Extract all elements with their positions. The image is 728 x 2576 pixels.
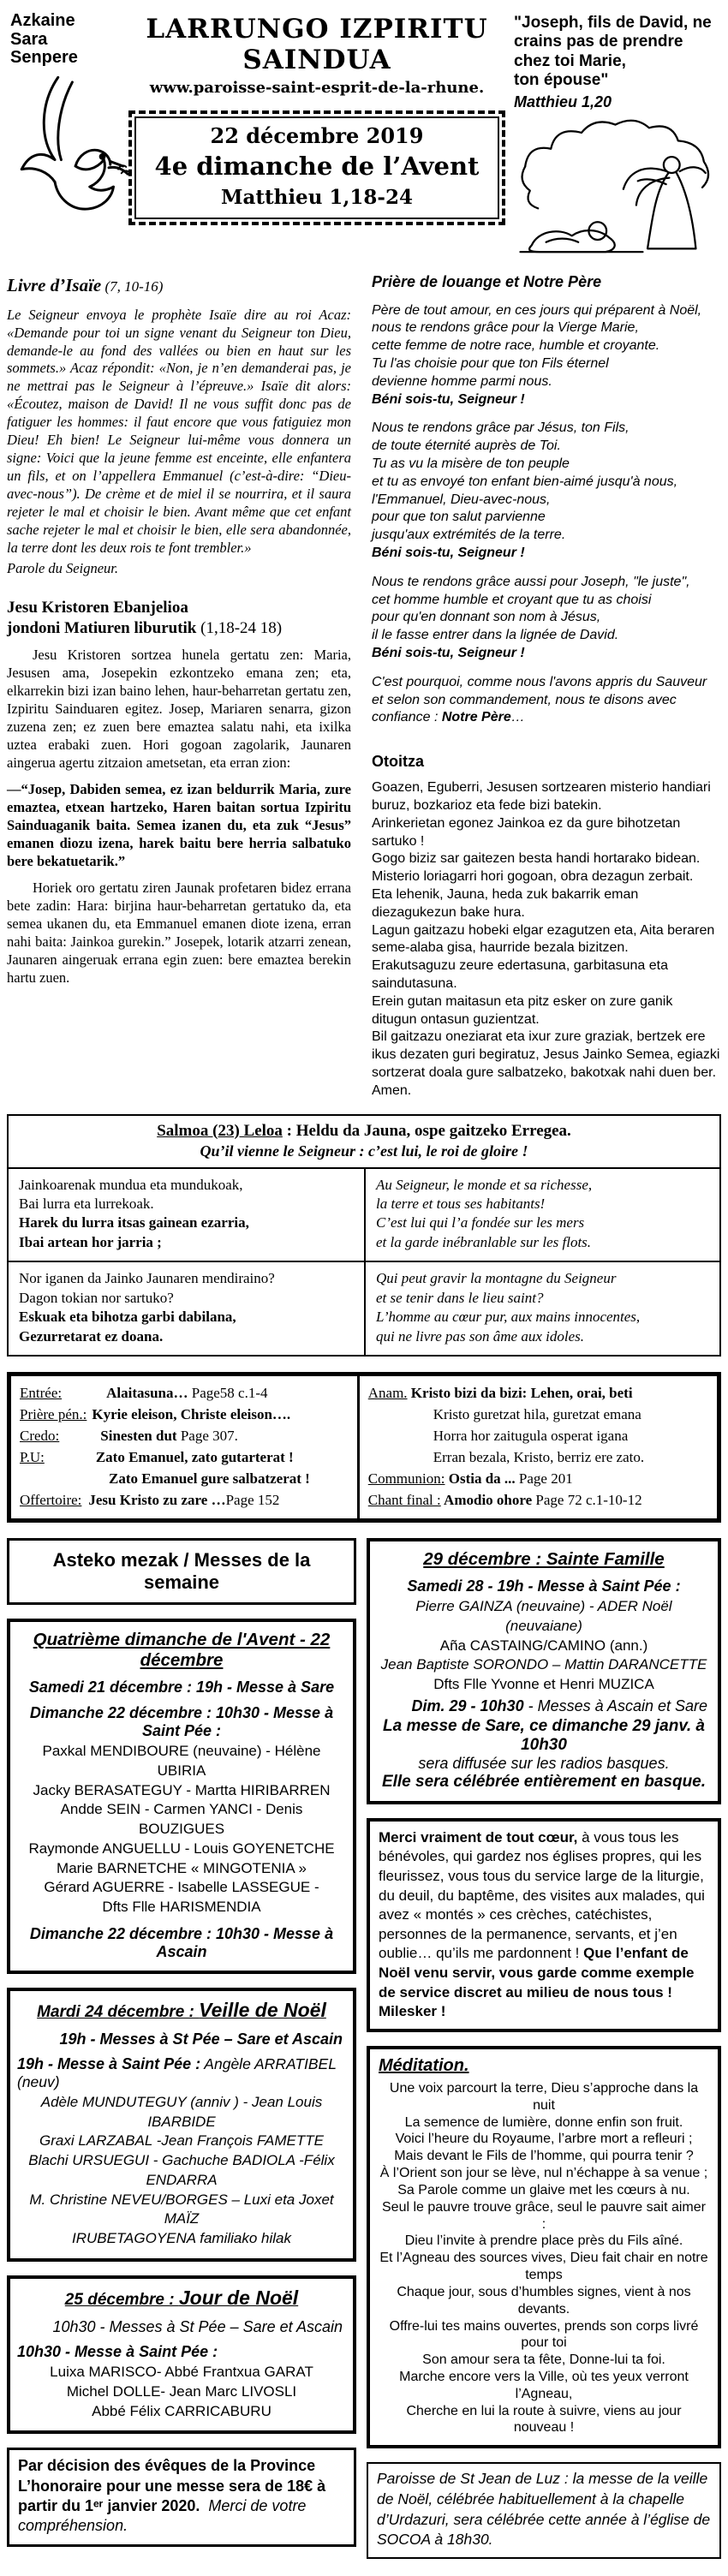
intention-name: Dfts Flle HARISMENDIA bbox=[102, 1899, 261, 1916]
closing-suffix: … bbox=[510, 710, 525, 725]
intention-name: Angèle ARRATIBEL (neuv) bbox=[17, 2054, 337, 2090]
prayer-line: devienne homme parmi nous. bbox=[372, 373, 552, 389]
intention-name: Andde SEIN - Carmen YANCI - Denis BOUZIGUES bbox=[60, 1801, 303, 1838]
feast-label: Veille de Noël bbox=[199, 1998, 326, 2021]
otoitza-line: Arinkerietan egonez Jainkoa ez da gure bihotzetan sartuko ! bbox=[372, 815, 681, 849]
poem-line: Dieu l’invite à prendre place près du Fils aîné. bbox=[404, 2233, 683, 2249]
liturgy-label: Chant final : bbox=[367, 1492, 441, 1508]
notre-pere: Notre Père bbox=[441, 710, 511, 725]
otoitza-line: Gogo biziz sar gaitezen besta handi hortarako bidean. bbox=[372, 851, 701, 867]
prayer-line: Tu l'as choisie pour que ton Fils éternel bbox=[372, 356, 609, 372]
psalm-line: et la garde inébranlable sur les flots. bbox=[376, 1233, 592, 1250]
liturgy-chant: Zato Emanuel gure salbatzerat ! bbox=[109, 1470, 310, 1487]
psalm-title-fr: Qu’il vienne le Seigneur : c’est lui, le roi de gloire ! bbox=[200, 1142, 528, 1160]
advent-intentions bbox=[17, 1742, 346, 1917]
prayer-line: pour que ton salut parvienne bbox=[372, 510, 546, 525]
liturgy-chant: Zato Emanuel, zato gutarterat ! bbox=[95, 1449, 294, 1465]
liturgy-row bbox=[20, 1468, 350, 1489]
liturgy-row bbox=[368, 1446, 710, 1468]
holy-family-box bbox=[367, 1538, 721, 1804]
gospel-paragraph-1: Jesu Kristoren sortzea hunela gertatu zen: Maria, Jesusen ama, Josepekin ezkontzeko emana zen; eta, elkarrekin bizi izan baino lehen, haur-beharretan gertatu zen, Izpiritu Sainduaren egitez. Josep, Mariaren senarra, gizon zuzena zen; ez zuen bere emaztea salatu nahi, eta ixilka uztea erabaki zuen. Hori gogoan zagolarik, Jaunaren aingerua agertu zitzaion ametsetan, eta erran zion: bbox=[7, 647, 351, 772]
reading-body: Le Seigneur envoya le prophète Isaïe dire au roi Acaz: «Demande pour toi un signe venant du Seigneur ton Dieu, demande-le au fond des vallées ou bien en haut sur les sommets.» Acaz répondit: «Non, je n’en demanderai pas, je ne mettrai pas le Seigneur à l’épreuve.» Isaïe dit alors: «Écoutez, maison de David! Il ne vous suffit donc pas de fatiguer les hommes: il faut encore que vous fatiguiez mon Dieu! Eh bien! Le Seigneur lui-même vous donnera un signe: Voici que la jeune femme est enceinte, elle enfantera un fils, et on l’appellera Emmanuel (c’est-à-dire: “Dieu-avec-nous”). De crème et de miel il se nourrira, et il saura rejeter le mal et choisir le bien. Avant même que cet enfant sache rejeter le mal et choisir le bien, elle sera abandonnée, la terre dont les deux rois te font trembler.» bbox=[7, 306, 351, 557]
otoitza-line: Lagun gaitzazu hobeki elgar ezagutzen eta, Aita beraren seme-alaba gisa, haurride bezala bizitzen. bbox=[372, 922, 715, 956]
otoitza-line: Erakutsaguzu zeure edertasuna, garbitasuna eta saindutasuna. bbox=[372, 958, 669, 991]
thanks-ending: Que l’enfant de Noël venu servir, vous garde comme exemple de service discret au milieu de nous tous ! Milesker ! bbox=[379, 1945, 695, 2020]
intention-name: Jean Baptiste SORONDO – Mattin DARANCETTE bbox=[380, 1656, 707, 1673]
meditation-poem bbox=[379, 2080, 709, 2436]
fee-notice-bold: Par décision des évêques de la Province L’honoraire pour une messe sera de 18€ à partir du 1ᵉʳ janvier 2020. bbox=[18, 2457, 326, 2515]
liturgy-page: Page 201 bbox=[515, 1470, 573, 1487]
left-column bbox=[7, 273, 351, 1100]
bottom-section bbox=[7, 1538, 721, 2559]
liturgy-page: Page 152 bbox=[225, 1492, 280, 1508]
intention-name: Graxi LARZABAL -Jean François FAMETTE bbox=[39, 2132, 324, 2150]
intention-name: Raymonde ANGUELLU - Louis GOYENETCHE bbox=[28, 1840, 335, 1857]
psalm-grid bbox=[9, 1167, 719, 1356]
christmas-day-intentions bbox=[17, 2363, 346, 2421]
liturgy-right bbox=[357, 1376, 717, 1518]
intention-name: M. Christine NEVEU/BORGES – Luxi eta Joxet MAÏZ bbox=[29, 2191, 334, 2227]
header-left bbox=[7, 5, 120, 263]
thanks-box bbox=[367, 1818, 721, 2032]
otoitza-title: Otoitza bbox=[372, 753, 424, 771]
gospel-ref: (1,18-24 18) bbox=[200, 618, 283, 637]
thanks-body: à vous tous les bénévoles, qui gardez nos églises propres, qui les fleurissez, vous tous du service large de la liturgie, du deuil, du baptême, des visites aux malades, qui avez « montés » ces crèches, catéchistes, personnes de la permanence, servants, et j’en oublie… qu’ils me pardonnent ! bbox=[379, 1828, 705, 1962]
christmas-day-box bbox=[7, 2275, 356, 2434]
gospel-title-line1: Jesu Kristoren Ebanjelioa bbox=[7, 598, 188, 617]
liturgy-row bbox=[20, 1446, 350, 1468]
psalm-row1-basque bbox=[9, 1169, 364, 1261]
holy-family-sunday-line bbox=[377, 1697, 711, 1715]
intention-name: Dfts Flle Yvonne et Henri MUZICA bbox=[433, 1676, 654, 1693]
otoitza-line: Eta lehenik, Jauna, heda zuk bakarrik eman diezagukezun bake hura. bbox=[372, 886, 639, 920]
date-prefix: Mardi 24 décembre : bbox=[37, 2002, 200, 2021]
liturgy-chant: Kyrie eleison, Christe eleison…. bbox=[92, 1406, 291, 1422]
psalm-label: Salmoa (23) Leloa bbox=[157, 1121, 283, 1140]
date-box bbox=[128, 110, 506, 225]
annunciation-illustration bbox=[514, 113, 721, 263]
meditation-box bbox=[367, 2046, 721, 2448]
poem-line: Voici l’heure du Royaume, l’arbre mort a refleuri ; bbox=[395, 2132, 693, 2147]
prayer-line: Nous te rendons grâce par Jésus, ton Fils, bbox=[372, 420, 630, 436]
town-name: Sara bbox=[10, 29, 48, 49]
advent-sunday-box bbox=[7, 1619, 356, 1974]
prayer-stanza-1 bbox=[372, 302, 721, 409]
prayer-line: Nous te rendons grâce aussi pour Joseph, "le juste", bbox=[372, 574, 690, 589]
poem-line: À l’Orient son jour se lève, nul n’échappe à sa venue ; bbox=[379, 2166, 708, 2181]
psalm-line: L’homme au cœur pur, aux mains innocentes, bbox=[376, 1309, 641, 1326]
prayer-line: Père de tout amour, en ces jours qui préparent à Noël, bbox=[372, 302, 702, 318]
psalm-line-bold: Gezurretarat ez doana. bbox=[19, 1327, 164, 1345]
week-masses-banner: Asteko mezak / Messes de la semaine bbox=[7, 1538, 356, 1605]
holy-family-saturday-line: Samedi 28 - 19h - Messe à Saint Pée : bbox=[407, 1577, 681, 1595]
advent-title: Quatrième dimanche de l'Avent - 22 décembre bbox=[33, 1630, 331, 1670]
christmas-day-title bbox=[17, 2287, 346, 2310]
liturgy-row bbox=[368, 1489, 710, 1511]
otoitza-line: Bil gaitzazu oneziarat eta ixur zure graziak, bertzek ere ikus dezaten guri begiratuz, Jesus Jainko Semea, egiazki sortzerat doala gure salbatzeko, bakotxak nahi duen ber. bbox=[372, 1029, 720, 1080]
thanks-intro: Merci vraiment de tout cœur, bbox=[379, 1828, 578, 1846]
poem-line: Seul le pauvre trouve grâce, seul le pauvre sait aimer : bbox=[382, 2199, 706, 2232]
liturgy-verse: Kristo guretzat hila, guretzat emana bbox=[433, 1406, 641, 1422]
liturgy-row bbox=[20, 1404, 350, 1425]
psalm-row1-french bbox=[364, 1169, 719, 1261]
first-reading-heading bbox=[7, 275, 351, 296]
christmas-eve-subtitle: 19h - Messes à St Pée – Sare et Ascain bbox=[59, 2030, 343, 2048]
prayer-line: C'est pourquoi, comme nous l'avons appris du Sauveur bbox=[372, 674, 707, 689]
intention-name: Jacky BERASATEGUY - Martta HIRIBARREN bbox=[33, 1781, 331, 1798]
quote-line: crains pas de prendre bbox=[514, 33, 683, 51]
liturgy-row bbox=[368, 1468, 710, 1489]
town-name: Senpere bbox=[10, 48, 78, 68]
poem-line: Offre-lui tes mains ouvertes, prends son corps livré pour toi bbox=[389, 2318, 699, 2351]
psalm-header bbox=[9, 1116, 719, 1167]
prayer-refrain: Béni sois-tu, Seigneur ! bbox=[372, 545, 525, 560]
bottom-right-column bbox=[367, 1538, 721, 2559]
liturgy-row bbox=[20, 1425, 350, 1446]
otoitza-line: Misterio loriagarri hori gogoan, obra dezagun zerbait. bbox=[372, 869, 694, 885]
town-names bbox=[10, 12, 120, 68]
feast-label: Jour de Noël bbox=[178, 2287, 299, 2310]
liturgy-chant: Amodio ohore bbox=[440, 1492, 533, 1508]
psalm-line-bold: Eskuak eta bihotza garbi dabilana, bbox=[19, 1309, 236, 1326]
otoitza-line: Amen. bbox=[372, 1082, 412, 1098]
psalm-line: Jainkoarenak mundua eta mundukoak, bbox=[19, 1176, 243, 1193]
mass-fee-notice-box bbox=[7, 2448, 356, 2547]
liturgy-label: Communion: bbox=[367, 1470, 445, 1487]
psalm-line: la terre et tous ses habitants! bbox=[376, 1195, 546, 1212]
psalm-line: Nor iganen da Jainko Jaunaren mendiraino? bbox=[19, 1270, 275, 1287]
christmas-eve-intentions bbox=[17, 2093, 346, 2249]
liturgy-chants-box bbox=[7, 1372, 721, 1523]
gospel-paragraph-2: —“Josep, Dabiden semea, ez izan beldurrik Maria, zure emaztea, etxean hartzeko, Haren baitan sortua Izpiritu Sainduaganik baita. Semea izanen du, eta zuk “Jesus” emanen diozu izena, harek baitu bere herria salbatuko bere bekatuetarik.” bbox=[7, 781, 351, 869]
poem-line: Chaque jour, sous d’humbles signes, vient à nos devants. bbox=[397, 2284, 691, 2317]
prayer-line: Tu as vu la misère de ton peuple bbox=[372, 456, 570, 471]
mass-label: 10h30 - Messe à Saint Pée : bbox=[17, 2343, 218, 2361]
quote-reference: Matthieu 1,20 bbox=[514, 92, 612, 110]
liturgy-verse: Horra hor zaitugula osperat igana bbox=[433, 1428, 629, 1444]
reading-closing: Parole du Seigneur. bbox=[7, 559, 118, 576]
liturgy-page: Page 307. bbox=[176, 1428, 238, 1444]
scripture-quote bbox=[514, 14, 721, 91]
gospel-reference: Matthieu 1,18-24 bbox=[220, 186, 413, 209]
sare-broadcast-line3: Elle sera célébrée entièrement en basque. bbox=[381, 1772, 707, 1791]
quote-line: ton épouse" bbox=[514, 71, 609, 90]
psalm-box bbox=[7, 1114, 721, 1357]
otoitza-line: Erein gutan maitasun eta pitz esker on zure ganik ditugun ontasun guzientzat. bbox=[372, 993, 673, 1027]
poem-line: Sa Parole comme un glaive met les cœurs à nu. bbox=[397, 2182, 690, 2197]
christmas-eve-box bbox=[7, 1988, 356, 2262]
poem-line: Marche encore vers la Ville, où tes yeux verront l’Agneau, bbox=[399, 2370, 689, 2401]
psalm-line: Qui peut gravir la montagne du Seigneur bbox=[376, 1270, 617, 1287]
poem-line: Une voix parcourt la terre, Dieu s’approche dans la nuit bbox=[389, 2080, 699, 2113]
psalm-line: Dagon tokian nor sartuko? bbox=[19, 1289, 174, 1306]
psalm-line: Au Seigneur, le monde et sa richesse, bbox=[376, 1176, 593, 1193]
psalm-line: Bai lurra eta lurrekoak. bbox=[19, 1195, 154, 1212]
intention-name: Paxkal MENDIBOURE (neuvaine) - Hélène UBIRIA bbox=[42, 1743, 321, 1779]
prayer-line: nous te rendons grâce pour la Vierge Marie, bbox=[372, 320, 639, 336]
parish-website: www.paroisse-saint-esprit-de-la-rhune. bbox=[149, 79, 485, 97]
psalm-row2-basque bbox=[9, 1261, 364, 1355]
psalm-line: qui ne livre pas son âme aux idoles. bbox=[376, 1327, 584, 1345]
prayer-stanza-2 bbox=[372, 420, 721, 562]
psalm-row2-french bbox=[364, 1261, 719, 1355]
intention-name: Michel DOLLE- Jean Marc LIVOSLI bbox=[66, 2382, 297, 2400]
holy-family-intentions bbox=[377, 1597, 711, 1695]
bulletin-date: 22 décembre 2019 bbox=[210, 123, 424, 148]
intention-name: Adèle MUNDUTEGUY (anniv ) - Jean Louis IBARBIDE bbox=[40, 2093, 323, 2130]
liturgy-page: Page58 c.1-4 bbox=[188, 1385, 268, 1401]
prayer-line: et tu as envoyé ton enfant bien-aimé jusqu'à nous, bbox=[372, 474, 678, 489]
liturgy-chant: Jesu Kristo zu zare … bbox=[88, 1492, 226, 1508]
psalm-line-bold: Harek du lurra itsas gainean ezarria, bbox=[19, 1214, 249, 1231]
intention-name: Luixa MARISCO- Abbé Frantxua GARAT bbox=[50, 2364, 313, 2381]
right-column bbox=[372, 273, 721, 1100]
header-center bbox=[120, 5, 514, 263]
christmas-day-subtitle: 10h30 - Messes à St Pée – Sare et Ascain bbox=[52, 2318, 343, 2336]
intention-name: Abbé Félix CARRICABURU bbox=[92, 2402, 272, 2419]
prayer-line: il le fasse entrer dans la lignée de David. bbox=[372, 628, 619, 643]
mass-line-sare: Samedi 21 décembre : 19h - Messe à Sare bbox=[28, 1679, 335, 1696]
gospel-paragraph-3: Horiek oro gertatu ziren Jaunak profetaren bidez errana bete zadin: Hara: birjina haur-beharretan gertatuko da, eta semea ukanen du, eta Emmanuel emanen diote izena, erran nahi baita: Jainkoa gurekin.” Josepek, lotarik atzarri zenean, Jaunaren aingeruak errana egin zuen: bere emaztea berekin hartu zuen. bbox=[7, 879, 351, 986]
prayer-closing bbox=[372, 674, 721, 727]
quote-line: "Joseph, fils de David, ne bbox=[514, 14, 712, 32]
reading-reference: (7, 10-16) bbox=[101, 277, 164, 295]
prayer-stanza-3 bbox=[372, 574, 721, 663]
otoitza-body bbox=[372, 779, 721, 1100]
liturgy-label: Credo: bbox=[20, 1428, 60, 1444]
poem-line: Son amour sera ta fête, Donne-lui ta foi. bbox=[422, 2352, 665, 2368]
prayer-line: jusqu'aux extrémités de la terre. bbox=[372, 528, 566, 543]
liturgy-chant: Kristo bizi da bizi: Lehen, orai, beti bbox=[407, 1385, 633, 1401]
liturgy-row bbox=[368, 1404, 710, 1425]
psalm-line: et se tenir dans le lieu saint? bbox=[376, 1289, 544, 1306]
prayer-line: cet homme humble et croyant que tu as choisi bbox=[372, 592, 652, 607]
liturgy-chant: Sinesten dut bbox=[100, 1428, 177, 1444]
liturgy-verse: Erran bezala, Kristo, berriz ere zato. bbox=[433, 1449, 645, 1465]
prayer-line: de toute éternité auprès de Toi. bbox=[372, 438, 561, 454]
holy-family-title: 29 décembre : Sainte Famille bbox=[423, 1549, 665, 1569]
dove-illustration bbox=[2, 71, 120, 234]
sunday-places: - Messes à Ascain et Sare bbox=[523, 1696, 707, 1714]
prayer-refrain: Béni sois-tu, Seigneur ! bbox=[372, 645, 525, 660]
liturgy-page: Page 72 c.1-10-12 bbox=[532, 1492, 642, 1508]
psalm-bold-lines bbox=[19, 1213, 354, 1252]
liturgy-label: P.U: bbox=[20, 1449, 45, 1465]
psalm-line: C’est lui qui l’a fondée sur les mers bbox=[376, 1214, 585, 1231]
prayer-line: l'Emmanuel, Dieu-avec-nous, bbox=[372, 492, 551, 507]
prayer-line: cette femme de notre race, humble et croyante. bbox=[372, 338, 660, 354]
psalm-header-line1 bbox=[12, 1122, 716, 1141]
prayer-refrain: Béni sois-tu, Seigneur ! bbox=[372, 391, 525, 407]
prayer-closing-last-line bbox=[372, 709, 721, 727]
sunday-time: Dim. 29 - 10h30 bbox=[411, 1696, 524, 1714]
liturgy-left bbox=[11, 1376, 357, 1518]
intention-name: Blachi URSUEGUI - Gachuche BADIOLA -Félix ENDARRA bbox=[28, 2152, 335, 2188]
sare-broadcast-line2: sera diffusée sur les radios basques. bbox=[418, 1754, 670, 1772]
psalm-line-bold: Ibai artean hor jarria ; bbox=[19, 1233, 162, 1250]
liturgy-row bbox=[20, 1382, 350, 1404]
liturgy-chant: Alaitasuna… bbox=[106, 1385, 188, 1401]
poem-line: Et l’Agneau des sources vives, Dieu fait chair en notre temps bbox=[379, 2251, 708, 2283]
town-name: Azkaine bbox=[10, 11, 75, 30]
main-columns bbox=[7, 273, 721, 1100]
bottom-left-column bbox=[7, 1538, 356, 2547]
date-prefix: 25 décembre : bbox=[64, 2291, 179, 2310]
liturgy-label: Offertoire: bbox=[20, 1492, 82, 1508]
poem-line: Cherche en lui la route à suivre, viens au jour nouveau ! bbox=[406, 2403, 682, 2436]
gospel-title-line2 bbox=[7, 618, 351, 639]
psalm-bold-lines bbox=[19, 1308, 354, 1346]
mass-line-ascain: Dimanche 22 décembre : 10h30 - Messe à Ascain bbox=[29, 1924, 334, 1960]
header-right bbox=[514, 5, 721, 263]
reading-title: Livre d’Isaïe bbox=[7, 274, 102, 295]
gospel-title-book: jondoni Matiuren liburutik bbox=[7, 618, 201, 637]
gospel-heading bbox=[7, 598, 351, 639]
liturgy-label: Anam. bbox=[367, 1385, 408, 1401]
christmas-eve-stpee-line bbox=[17, 2055, 346, 2091]
intention-name: Aña CASTAING/CAMINO (ann.) bbox=[439, 1637, 648, 1654]
intention-name: IRUBETAGOYENA familiako hilak bbox=[71, 2230, 291, 2247]
liturgy-row bbox=[20, 1489, 350, 1511]
sare-broadcast-line1: La messe de Sare, ce dimanche 29 janv. à 10h30 bbox=[383, 1716, 705, 1754]
liturgy-chant: Ostia da ... bbox=[445, 1470, 516, 1487]
intention-name: Gérard AGUERRE - Isabelle LASSEGUE - bbox=[44, 1879, 319, 1896]
liturgy-label: Entrée: bbox=[20, 1385, 63, 1401]
mass-line-stpee: Dimanche 22 décembre : 10h30 - Messe à Saint Pée : bbox=[29, 1704, 334, 1739]
closing-prefix: confiance : bbox=[372, 710, 442, 725]
poem-line: Mais devant le Fils de l’homme, qui pourra tenir ? bbox=[394, 2149, 694, 2164]
psalm-title-eu: Heldu da Jauna, ospe gaitzeko Erregea. bbox=[295, 1121, 571, 1140]
date-box-inner bbox=[134, 116, 500, 219]
liturgy-label: Prière pén.: bbox=[20, 1406, 87, 1422]
christmas-day-stpee-line bbox=[17, 2343, 346, 2361]
liturgy-row bbox=[368, 1382, 710, 1404]
liturgy-row bbox=[368, 1425, 710, 1446]
feast-name: 4e dimanche de l’Avent bbox=[154, 152, 480, 181]
parish-title: LARRUNGO IZPIRITU SAINDUA bbox=[146, 14, 488, 75]
mass-label: 19h - Messe à Saint Pée : bbox=[17, 2054, 201, 2072]
stjean-notice-box: Paroisse de St Jean de Luz : la messe de la veille de Noël, célébrée habituellement à la chapelle d’Urdazuri, sera célébrée cette année à l’église de SOCOA à 18h30. bbox=[367, 2462, 721, 2559]
header bbox=[7, 5, 721, 263]
psalm-sep: : bbox=[282, 1121, 296, 1140]
meditation-title: Méditation. bbox=[379, 2055, 469, 2075]
intention-name: Marie BARNETCHE « MINGOTENIA » bbox=[57, 1859, 307, 1876]
poem-line: La semence de lumière, donne enfin son fruit. bbox=[404, 2114, 683, 2130]
christmas-eve-title bbox=[17, 1999, 346, 2022]
quote-line: chez toi Marie, bbox=[514, 51, 626, 70]
prayer-line: pour qu'en donnant son nom à Jésus, bbox=[372, 610, 601, 625]
prayer-title: Prière de louange et Notre Père bbox=[372, 272, 602, 290]
fee-notice-thanks: Merci de votre compréhension. bbox=[18, 2497, 307, 2535]
otoitza-line: Goazen, Eguberri, Jesusen sortzearen misterio handiari buruz, bozkarioz eta fede bizi batekin. bbox=[372, 780, 711, 813]
intention-name: Pierre GAINZA (neuvaine) - ADER Noël (neuvaiane) bbox=[415, 1598, 672, 1634]
prayer-line: et selon son commandement, nous te disons avec bbox=[372, 692, 677, 707]
